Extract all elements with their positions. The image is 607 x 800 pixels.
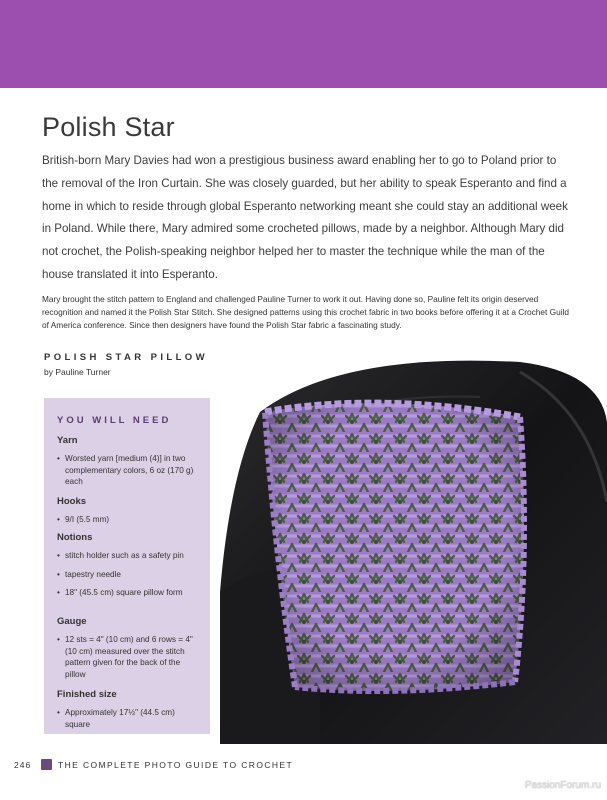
page-title: Polish Star bbox=[42, 112, 175, 142]
gauge-heading: Gauge bbox=[57, 616, 87, 627]
pillow-on-chair-illustration bbox=[220, 352, 607, 744]
bullet: • bbox=[57, 515, 60, 524]
bullet: • bbox=[57, 454, 60, 463]
pillow-photo bbox=[220, 352, 607, 744]
gauge-text: 12 sts = 4" (10 cm) and 6 rows = 4" (10 cm) measured over the stitch pattern given for the back of the pillow bbox=[65, 635, 193, 679]
notions-item-3 bbox=[57, 587, 202, 599]
notions-heading: Notions bbox=[57, 532, 93, 543]
hooks-item bbox=[57, 514, 202, 526]
bullet: • bbox=[57, 588, 60, 597]
running-footer: THE COMPLETE PHOTO GUIDE TO CROCHET bbox=[58, 760, 294, 770]
page-number: 246 bbox=[14, 760, 32, 770]
hooks-text: 9/I (5.5 mm) bbox=[65, 515, 110, 524]
notions-text-3: 18" (45.5 cm) square pillow form bbox=[65, 588, 183, 597]
notions-text-2: tapestry needle bbox=[65, 570, 121, 579]
finished-size-item bbox=[57, 707, 202, 730]
bullet: • bbox=[57, 708, 60, 717]
finished-size-text: Approximately 17½" (44.5 cm) square bbox=[65, 708, 175, 729]
yarn-heading: Yarn bbox=[57, 435, 78, 446]
intro-paragraph: British-born Mary Davies had won a prestigious business award enabling her to go to Poland prior to the removal of the Iron Curtain. She was closely guarded, but her ability to speak Esperanto and find a home in which to reside through global Esperanto networking meant she could stay an additional week in Poland. While there, Mary admired some crocheted pillows, made by a neighbor. Although Mary did not crochet, the Polish-speaking neighbor helped her to master the technique while the man of the house translated it into Esperanto. bbox=[42, 154, 568, 281]
bullet: • bbox=[57, 551, 60, 560]
bullet: • bbox=[57, 570, 60, 579]
header-color-band bbox=[0, 0, 607, 88]
hooks-heading: Hooks bbox=[57, 496, 87, 507]
notions-item-2 bbox=[57, 569, 202, 581]
watermark: PassionForum.ru bbox=[524, 780, 601, 791]
finished-size-heading: Finished size bbox=[57, 689, 117, 700]
book-logo-icon bbox=[41, 759, 52, 770]
origin-paragraph: Mary brought the stitch pattern to England and challenged Pauline Turner to work it out. Having done so, Pauline felt its origin deserved recognition and named it the Polish Star Stitch. She designed patterns using this crochet fabric in two books before offering it at a Crochet Guild of America conference. Since then designers have found the Polish Star fabric a fascinating study. bbox=[42, 294, 569, 330]
pattern-byline: by Pauline Turner bbox=[44, 367, 111, 377]
materials-heading: YOU WILL NEED bbox=[57, 415, 172, 426]
materials-sidebar bbox=[44, 398, 210, 734]
notions-text-1: stitch holder such as a safety pin bbox=[65, 551, 184, 560]
notions-item-1 bbox=[57, 550, 202, 562]
bullet: • bbox=[57, 635, 60, 644]
gauge-item bbox=[57, 634, 202, 680]
yarn-text: Worsted yarn [medium (4)] in two complementary colors, 6 oz (170 g) each bbox=[65, 454, 194, 486]
pattern-title: POLISH STAR PILLOW bbox=[44, 352, 208, 363]
yarn-item bbox=[57, 453, 202, 488]
